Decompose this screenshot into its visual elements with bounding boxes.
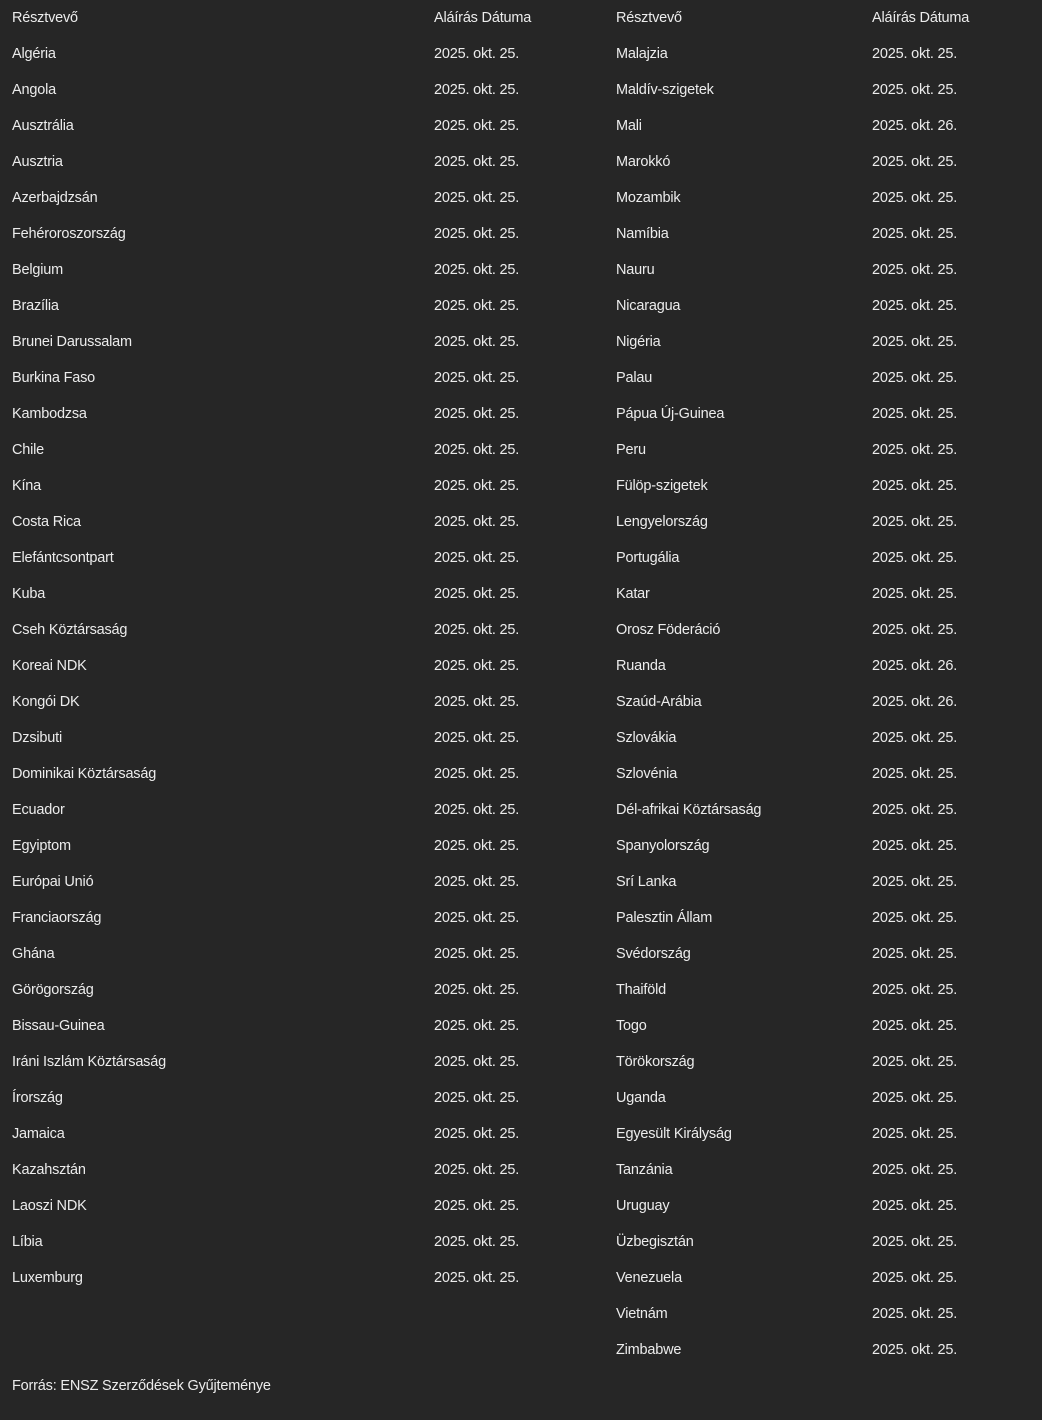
participant-cell: Kongói DK [12,694,80,710]
signature-date-cell: 2025. okt. 25. [434,514,520,530]
participant-cell: Kína [12,478,42,494]
signature-date-cell: 2025. okt. 25. [872,586,958,602]
table-row [12,504,602,540]
table-row [616,684,1036,720]
signature-date-cell: 2025. okt. 25. [434,1270,520,1286]
participant-cell: Kazahsztán [12,1162,86,1178]
signature-date-cell: 2025. okt. 25. [434,622,520,638]
signature-date-cell: 2025. okt. 25. [434,1090,520,1106]
participant-cell: Palesztin Állam [616,910,713,926]
table-row [12,216,602,252]
signature-date-cell: 2025. okt. 25. [872,730,958,746]
signature-date-cell: 2025. okt. 25. [434,1054,520,1070]
signature-date-cell: 2025. okt. 25. [872,1306,958,1322]
signature-date-cell: 2025. okt. 25. [434,802,520,818]
participant-cell: Uruguay [616,1198,670,1214]
signature-date-cell: 2025. okt. 25. [872,262,958,278]
signature-date-cell: 2025. okt. 25. [434,154,520,170]
participant-cell: Portugália [616,550,680,566]
table-row [12,1044,602,1080]
table-row [616,792,1036,828]
table-row [12,792,602,828]
signature-date-cell: 2025. okt. 25. [434,118,520,134]
participant-cell: Uganda [616,1090,666,1106]
signature-date-cell: 2025. okt. 25. [434,766,520,782]
table-row [12,900,602,936]
table-row [616,108,1036,144]
signature-date-cell: 2025. okt. 25. [872,1234,958,1250]
table-row [12,540,602,576]
signature-date-cell: 2025. okt. 25. [434,874,520,890]
participant-cell: Szlovénia [616,766,678,782]
table-row [616,1152,1036,1188]
participant-cell: Mozambik [616,190,681,206]
signature-date-cell: 2025. okt. 25. [434,82,520,98]
signature-date-cell: 2025. okt. 25. [434,406,520,422]
table-row [12,360,602,396]
participant-cell: Egyiptom [12,838,71,854]
participant-cell: Orosz Föderáció [616,622,721,638]
table-row [12,396,602,432]
participant-cell: Tanzánia [616,1162,673,1178]
signature-date-cell: 2025. okt. 25. [872,1126,958,1142]
participant-cell: Lengyelország [616,514,708,530]
column-header-participant: Résztvevő [616,10,682,26]
participant-cell: Palau [616,370,653,386]
table-row [12,864,602,900]
table-row [616,360,1036,396]
participant-cell: Luxemburg [12,1270,83,1286]
participant-cell: Líbia [12,1234,43,1250]
signature-date-cell: 2025. okt. 25. [872,46,958,62]
table-row [12,648,602,684]
signature-date-cell: 2025. okt. 25. [872,910,958,926]
signature-date-cell: 2025. okt. 25. [872,478,958,494]
signature-date-cell: 2025. okt. 25. [434,478,520,494]
signature-date-cell: 2025. okt. 25. [434,1018,520,1034]
participant-cell: Cseh Köztársaság [12,622,128,638]
participant-cell: Írország [12,1090,63,1106]
signature-date-cell: 2025. okt. 25. [434,730,520,746]
signature-date-cell: 2025. okt. 25. [872,622,958,638]
table-row [616,36,1036,72]
table-row [12,72,602,108]
signature-date-cell: 2025. okt. 25. [872,1162,958,1178]
table-row [616,756,1036,792]
participant-cell: Bissau-Guinea [12,1018,105,1034]
signature-date-cell: 2025. okt. 25. [872,442,958,458]
table-row [12,720,602,756]
participant-cell: Nicaragua [616,298,681,314]
participant-cell: Elefántcsontpart [12,550,114,566]
column-header-signature-date: Aláírás Dátuma [434,10,532,26]
table-row [616,252,1036,288]
table-row [12,1152,602,1188]
participant-cell: Ausztrália [12,118,74,134]
signature-date-cell: 2025. okt. 25. [872,1270,958,1286]
table-row [616,576,1036,612]
participant-cell: Burkina Faso [12,370,96,386]
signature-date-cell: 2025. okt. 25. [434,46,520,62]
participant-cell: Pápua Új-Guinea [616,406,725,422]
table-body-left [12,36,602,1296]
table-row [616,180,1036,216]
signature-date-cell: 2025. okt. 25. [872,154,958,170]
signature-date-cell: 2025. okt. 25. [872,1090,958,1106]
signature-date-cell: 2025. okt. 25. [872,874,958,890]
table-header-row [616,0,1036,36]
table-row [12,288,602,324]
signature-date-cell: 2025. okt. 25. [434,586,520,602]
participant-cell: Nauru [616,262,655,278]
source-note: Forrás: ENSZ Szerződések Gyűjteménye [12,1378,271,1394]
participant-cell: Togo [616,1018,647,1034]
participant-cell: Üzbegisztán [616,1234,694,1250]
table-row [12,576,602,612]
signature-date-cell: 2025. okt. 26. [872,694,958,710]
participant-cell: Belgium [12,262,63,278]
signature-date-cell: 2025. okt. 25. [434,1234,520,1250]
table-row [616,1188,1036,1224]
signature-date-cell: 2025. okt. 25. [872,946,958,962]
table-row [12,936,602,972]
participant-cell: Venezuela [616,1270,682,1286]
participant-cell: Fülöp-szigetek [616,478,708,494]
table-row [12,756,602,792]
signature-date-cell: 2025. okt. 25. [434,262,520,278]
table-row [616,1008,1036,1044]
signature-date-cell: 2025. okt. 25. [872,298,958,314]
signature-date-cell: 2025. okt. 25. [872,370,958,386]
table-row [616,1116,1036,1152]
participant-cell: Brunei Darussalam [12,334,132,350]
signature-date-cell: 2025. okt. 26. [872,658,958,674]
table-row [616,468,1036,504]
participant-cell: Namíbia [616,226,669,242]
signature-date-cell: 2025. okt. 25. [434,1162,520,1178]
table-row [12,36,602,72]
table-row [616,432,1036,468]
table-row [12,1224,602,1260]
table-row [616,828,1036,864]
table-row [616,612,1036,648]
signature-date-cell: 2025. okt. 25. [872,802,958,818]
table-row [616,1332,1036,1368]
table-row [12,468,602,504]
signature-date-cell: 2025. okt. 25. [434,946,520,962]
participant-cell: Ausztria [12,154,63,170]
participant-cell: Törökország [616,1054,695,1070]
signature-date-cell: 2025. okt. 25. [434,190,520,206]
participant-cell: Ruanda [616,658,666,674]
table-row [12,1260,602,1296]
participant-cell: Algéria [12,46,56,62]
signature-date-cell: 2025. okt. 25. [872,82,958,98]
participant-cell: Kuba [12,586,46,602]
participant-cell: Szaúd-Arábia [616,694,702,710]
signature-date-cell: 2025. okt. 25. [872,1198,958,1214]
participant-cell: Szlovákia [616,730,677,746]
participant-cell: Dél-afrikai Köztársaság [616,802,762,818]
participant-cell: Kambodzsa [12,406,87,422]
table-row [616,936,1036,972]
column-header-participant: Résztvevő [12,10,78,26]
participant-cell: Nigéria [616,334,661,350]
signature-date-cell: 2025. okt. 25. [872,514,958,530]
signature-date-cell: 2025. okt. 25. [872,1018,958,1034]
participant-cell: Európai Unió [12,874,94,890]
participant-cell: Görögország [12,982,94,998]
table-row [616,720,1036,756]
signature-date-cell: 2025. okt. 25. [872,334,958,350]
table-row [12,1116,602,1152]
table-row [616,540,1036,576]
participant-cell: Costa Rica [12,514,81,530]
participant-cell: Azerbajdzsán [12,190,98,206]
signature-date-cell: 2025. okt. 25. [872,838,958,854]
participant-cell: Srí Lanka [616,874,677,890]
table-row [616,1296,1036,1332]
participant-cell: Jamaica [12,1126,65,1142]
signature-date-cell: 2025. okt. 25. [434,226,520,242]
participant-cell: Marokkó [616,154,671,170]
signature-date-cell: 2025. okt. 25. [434,370,520,386]
signature-date-cell: 2025. okt. 25. [872,190,958,206]
participant-cell: Fehéroroszország [12,226,126,242]
table-row [616,324,1036,360]
table-row [616,1224,1036,1260]
table-row [616,216,1036,252]
signature-date-cell: 2025. okt. 25. [434,1198,520,1214]
signature-date-cell: 2025. okt. 25. [872,982,958,998]
table-row [12,432,602,468]
participant-cell: Vietnám [616,1306,668,1322]
participant-cell: Mali [616,118,642,134]
signature-date-cell: 2025. okt. 25. [872,1054,958,1070]
table-row [12,1080,602,1116]
participant-cell: Ecuador [12,802,65,818]
signature-date-cell: 2025. okt. 25. [872,406,958,422]
signature-date-cell: 2025. okt. 25. [872,1342,958,1358]
table-row [616,648,1036,684]
table-row [616,144,1036,180]
table-row [12,144,602,180]
table-header-row [12,0,602,36]
table-row [12,972,602,1008]
participant-cell: Svédország [616,946,691,962]
table-row [12,1008,602,1044]
table-row [12,108,602,144]
table-body-right [616,36,1036,1368]
table-row [616,72,1036,108]
participant-cell: Chile [12,442,45,458]
participant-cell: Dominikai Köztársaság [12,766,157,782]
signature-date-cell: 2025. okt. 25. [434,298,520,314]
table-row [616,396,1036,432]
signature-date-cell: 2025. okt. 26. [872,118,958,134]
participant-cell: Dzsibuti [12,730,62,746]
signature-date-cell: 2025. okt. 25. [872,550,958,566]
participant-cell: Katar [616,586,650,602]
table-row [616,864,1036,900]
participant-cell: Malajzia [616,46,668,62]
table-row [616,1260,1036,1296]
participant-cell: Thaiföld [616,982,666,998]
table-row [616,900,1036,936]
signature-date-cell: 2025. okt. 25. [434,550,520,566]
table-row [616,288,1036,324]
table-row [12,1188,602,1224]
table-row [12,180,602,216]
participant-cell: Ghána [12,946,55,962]
table-row [616,1080,1036,1116]
participant-cell: Franciaország [12,910,102,926]
signature-date-cell: 2025. okt. 25. [434,1126,520,1142]
signature-date-cell: 2025. okt. 25. [872,226,958,242]
signatories-table-right [616,0,1036,1368]
table-row [12,828,602,864]
participant-cell: Iráni Iszlám Köztársaság [12,1054,166,1070]
participant-cell: Maldív-szigetek [616,82,714,98]
participant-cell: Angola [12,82,56,98]
table-row [12,684,602,720]
signature-date-cell: 2025. okt. 25. [434,334,520,350]
participant-cell: Peru [616,442,646,458]
signature-date-cell: 2025. okt. 25. [872,766,958,782]
participant-cell: Koreai NDK [12,658,87,674]
participant-cell: Egyesült Királyság [616,1126,732,1142]
participant-cell: Spanyolország [616,838,710,854]
table-row [12,612,602,648]
signature-date-cell: 2025. okt. 25. [434,910,520,926]
participant-cell: Zimbabwe [616,1342,682,1358]
table-row [616,1044,1036,1080]
table-row [616,972,1036,1008]
table-row [12,324,602,360]
table-row [12,252,602,288]
signature-date-cell: 2025. okt. 25. [434,694,520,710]
table-row [616,504,1036,540]
participant-cell: Brazília [12,298,59,314]
signature-date-cell: 2025. okt. 25. [434,982,520,998]
signature-date-cell: 2025. okt. 25. [434,658,520,674]
signatories-table-left [12,0,602,1296]
column-header-signature-date: Aláírás Dátuma [872,10,970,26]
participant-cell: Laoszi NDK [12,1198,87,1214]
signature-date-cell: 2025. okt. 25. [434,838,520,854]
signature-date-cell: 2025. okt. 25. [434,442,520,458]
